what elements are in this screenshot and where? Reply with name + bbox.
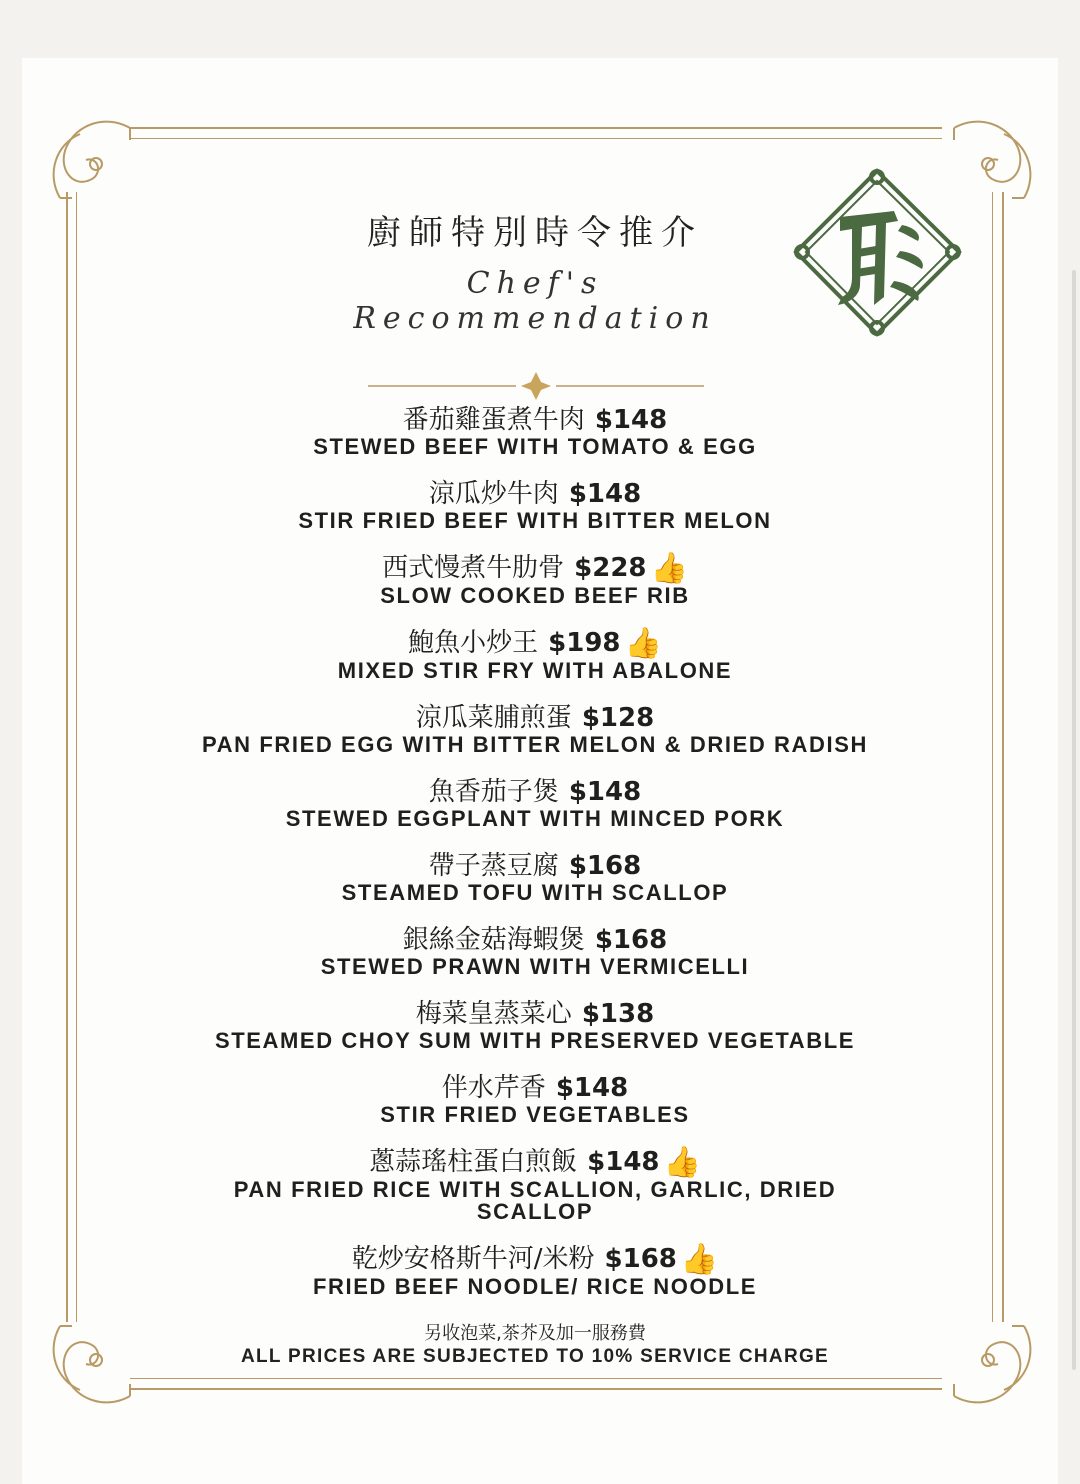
menu-item-chinese-name: 魚香茄子煲 — [428, 777, 559, 807]
menu-item-english-name: MIXED STIR FRY WITH ABALONE — [337, 658, 733, 683]
divider-ornament — [368, 368, 704, 404]
frame-right-inner — [992, 192, 993, 1322]
menu-item-price: $148 — [555, 1073, 629, 1103]
footer-note-chinese: 另收泡菜,茶芥及加一服務費 — [424, 1323, 646, 1344]
menu-item-chinese-name: 涼瓜菜脯煎蛋 — [415, 703, 572, 733]
menu-item-price: $128 — [581, 703, 655, 733]
menu-item — [180, 702, 890, 756]
menu-item-chinese-name: 番茄雞蛋煮牛肉 — [402, 405, 585, 435]
menu-item-price: $148 — [568, 479, 642, 509]
menu-item-english-name: STEWED PRAWN WITH VERMICELLI — [320, 954, 750, 979]
menu-item-price: $148 — [568, 777, 642, 807]
frame-bottom-outer — [130, 1388, 942, 1390]
menu-item-chinese-name: 帶子蒸豆腐 — [428, 851, 559, 881]
menu-item-english-name: STEWED BEEF WITH TOMATO & EGG — [313, 434, 757, 459]
frame-left-inner — [76, 192, 77, 1322]
thumbs-up-icon: 👍 — [650, 551, 688, 586]
footer-note — [180, 1322, 890, 1368]
frame-top-outer — [130, 127, 942, 129]
menu-item-chinese-line — [180, 850, 890, 882]
menu-item-price: $148 — [594, 405, 668, 435]
menu-item — [180, 776, 890, 830]
thumbs-up-icon: 👍 — [624, 626, 662, 661]
menu-item-price: $198 — [548, 628, 621, 658]
menu-item — [180, 552, 890, 607]
menu-item-chinese-line — [180, 1243, 890, 1276]
menu-item — [180, 1072, 890, 1126]
menu-item-english-name: STEAMED CHOY SUM WITH PRESERVED VEGETABLE — [214, 1028, 856, 1053]
corner-ornament-top-left — [36, 104, 156, 224]
menu-item-chinese-line — [180, 1072, 890, 1104]
menu-item — [180, 1146, 890, 1223]
menu-item — [180, 1243, 890, 1298]
menu-item-english-name: SLOW COOKED BEEF RIB — [380, 583, 690, 608]
frame-top-inner — [130, 138, 942, 139]
menu-item-english-name: STEAMED TOFU WITH SCALLOP — [341, 880, 729, 905]
menu-item-chinese-name: 乾炒安格斯牛河/米粉 — [351, 1244, 595, 1274]
menu-item-chinese-line — [180, 924, 890, 956]
menu-item-chinese-line — [180, 552, 890, 585]
menu-item-chinese-line — [180, 1146, 890, 1179]
frame-right-outer — [1002, 192, 1004, 1322]
menu-item-price: $168 — [594, 925, 668, 955]
menu-item-price: $168 — [604, 1244, 677, 1274]
page-title-chinese: 廚師特別時令推介 — [367, 213, 703, 253]
menu-item-chinese-line — [180, 776, 890, 808]
menu-item-english-name: STIR FRIED BEEF WITH BITTER MELON — [298, 508, 772, 533]
menu-item — [180, 478, 890, 532]
menu-item-chinese-line — [180, 998, 890, 1030]
menu-item-chinese-name: 蔥蒜瑤柱蛋白煎飯 — [369, 1147, 578, 1177]
menu-item-chinese-name: 涼瓜炒牛肉 — [428, 479, 559, 509]
frame-bottom-inner — [130, 1378, 942, 1379]
menu-item-english-name: STIR FRIED VEGETABLES — [380, 1102, 690, 1127]
menu-item — [180, 924, 890, 978]
menu-item-chinese-line — [180, 404, 890, 436]
shadow-character-logo-icon — [790, 165, 965, 340]
menu-item-chinese-name: 鮑魚小炒王 — [408, 628, 539, 658]
menu-item-chinese-name: 銀絲金菇海蝦煲 — [402, 925, 585, 955]
thumbs-up-icon: 👍 — [663, 1145, 701, 1180]
menu-item-price: $148 — [587, 1147, 660, 1177]
menu-item — [180, 627, 890, 682]
menu-item-chinese-name: 西式慢煮牛肋骨 — [382, 553, 565, 583]
menu-item-english-name: STEWED EGGPLANT WITH MINCED PORK — [285, 806, 785, 831]
frame-left-outer — [66, 192, 68, 1322]
menu-item-english-name: FRIED BEEF NOODLE/ RICE NOODLE — [312, 1274, 758, 1299]
menu-item — [180, 404, 890, 458]
menu-item-price: $228 — [574, 553, 647, 583]
menu-item-chinese-line — [180, 702, 890, 734]
menu-item — [180, 850, 890, 904]
page-title-english: Chef's Recommendation — [353, 266, 717, 336]
menu-item-chinese-line — [180, 478, 890, 510]
menu-list — [180, 404, 890, 1318]
menu-item-price: $138 — [581, 999, 655, 1029]
menu-item-price: $168 — [568, 851, 642, 881]
scrollbar[interactable] — [1072, 270, 1076, 1370]
thumbs-up-icon: 👍 — [680, 1242, 719, 1277]
menu-item-english-name: PAN FRIED EGG WITH BITTER MELON & DRIED RADISH — [202, 732, 868, 757]
corner-ornament-bottom-left — [36, 1300, 156, 1420]
menu-item-chinese-line — [180, 627, 890, 660]
menu-item-chinese-name: 伴水芹香 — [441, 1073, 546, 1103]
corner-ornament-bottom-right — [928, 1300, 1048, 1420]
menu-item — [180, 998, 890, 1052]
menu-item-chinese-name: 梅菜皇蒸菜心 — [415, 999, 572, 1029]
menu-item-english-name: PAN FRIED RICE WITH SCALLION, GARLIC, DRIED SCALLOP — [233, 1177, 837, 1224]
footer-note-english: ALL PRICES ARE SUBJECTED TO 10% SERVICE CHARGE — [240, 1346, 830, 1367]
